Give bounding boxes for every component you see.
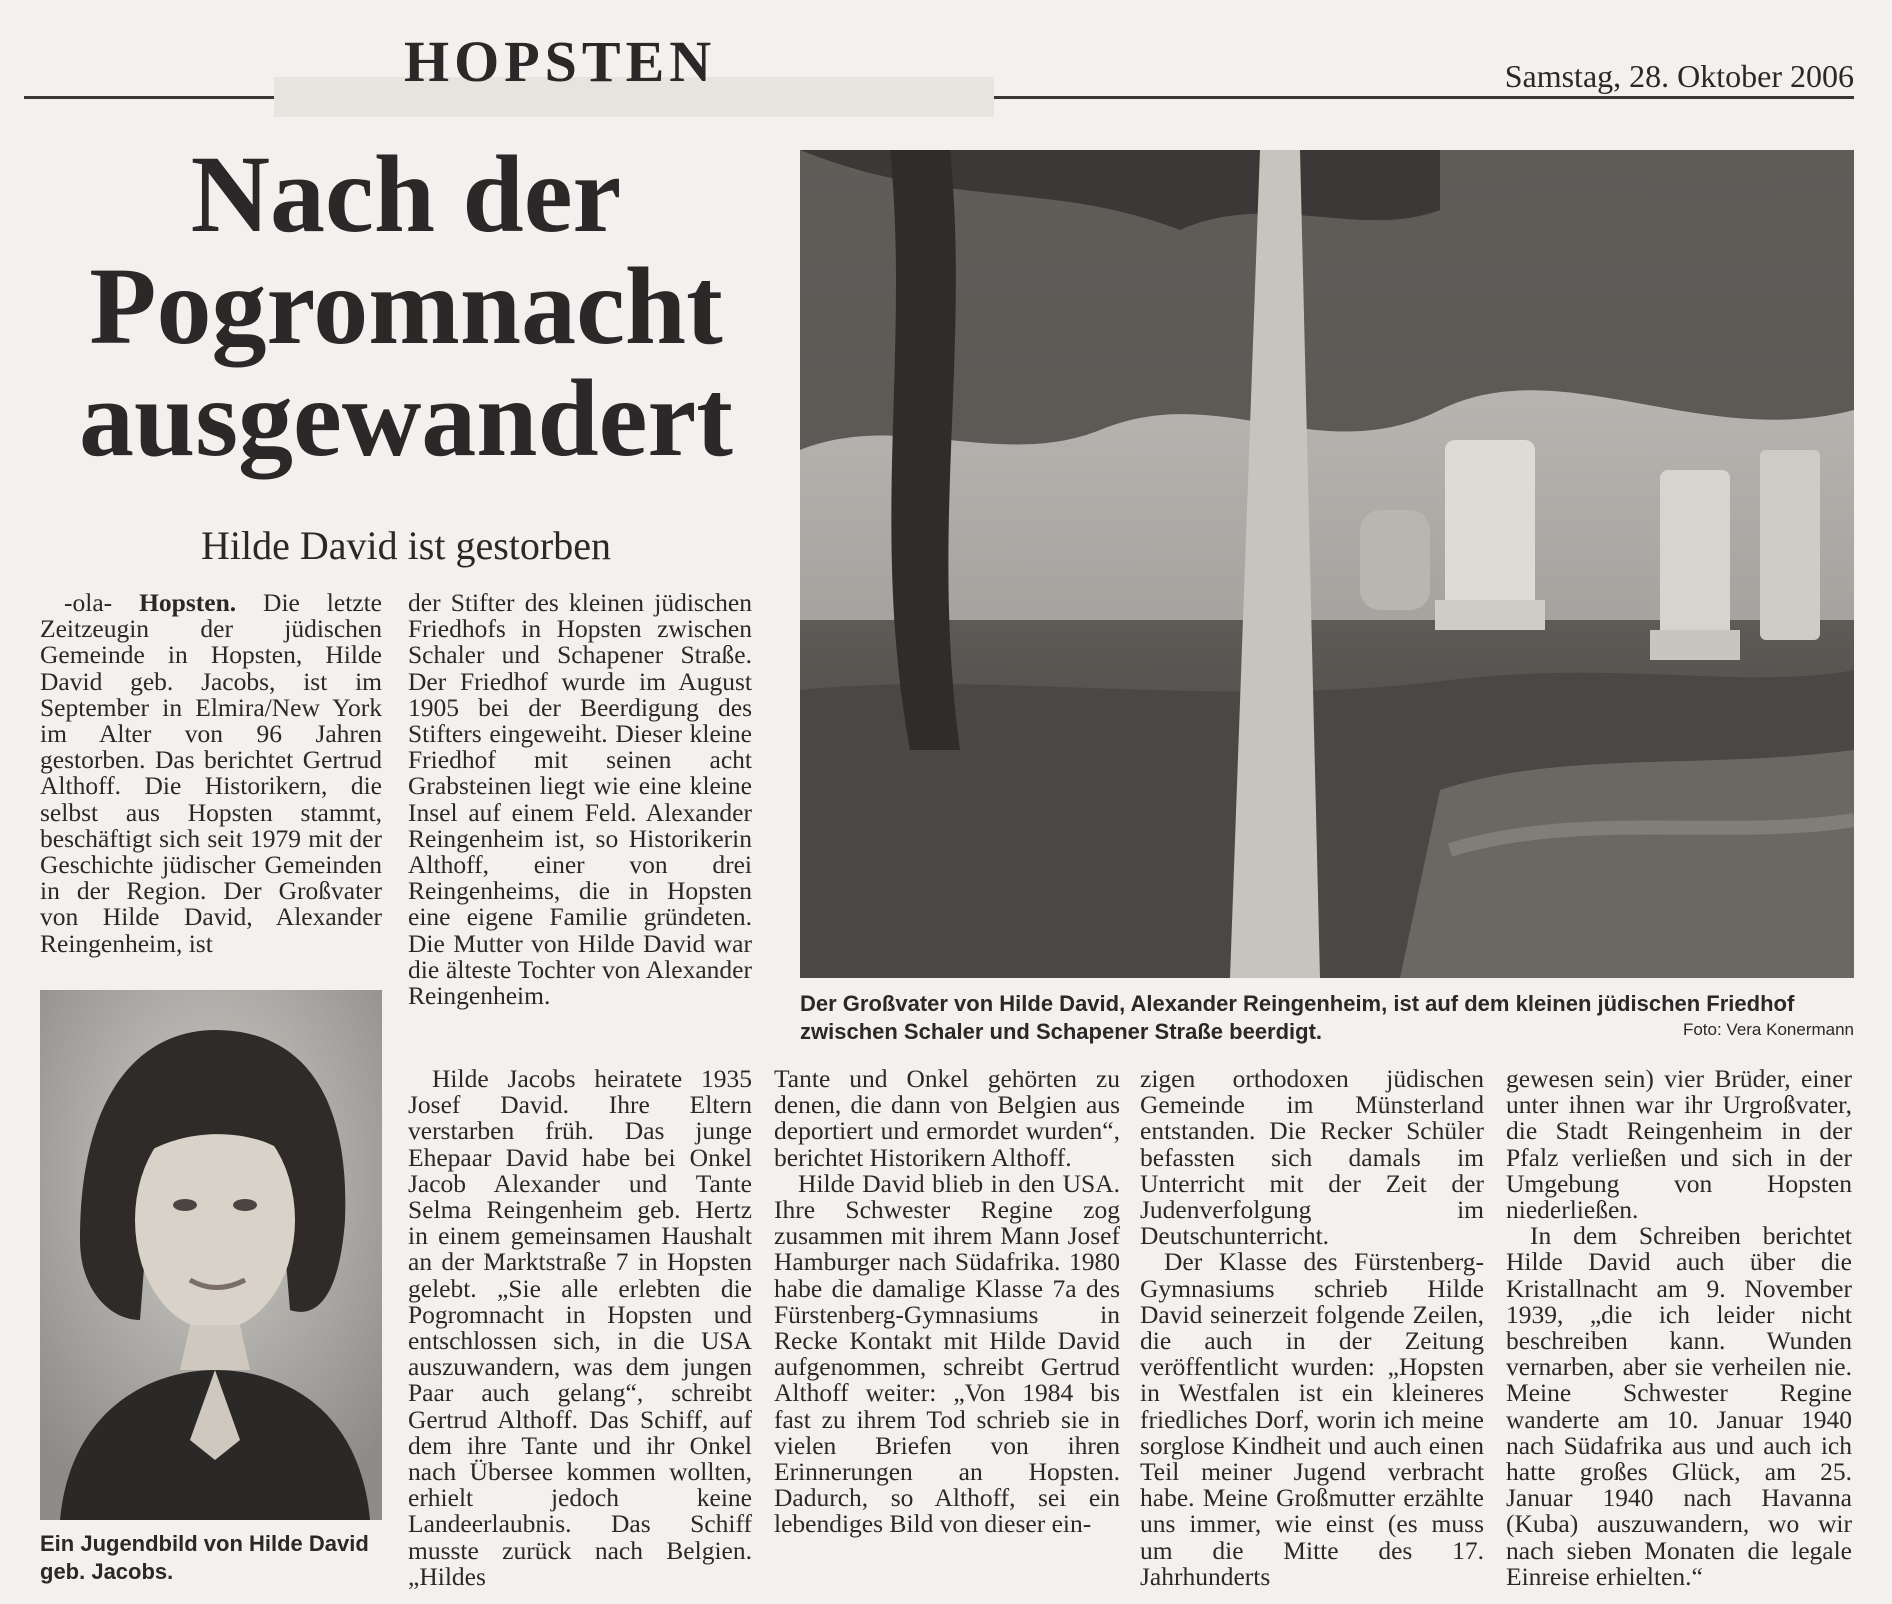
paragraph: Tante und Onkel gehörten zu denen, die dann von Belgien aus deportiert und ermordet wurden“, berichtet Historikern Althoff. bbox=[774, 1064, 1120, 1172]
cemetery-image bbox=[800, 150, 1854, 978]
subheadline: Hilde David ist gestorben bbox=[201, 523, 611, 568]
headline bbox=[48, 133, 764, 479]
paragraph: gewesen sein) vier Brüder, einer unter ihnen war ihr Urgroßvater, die Stadt Reingenheim in der Pfalz verließen und sich in der Umgebung von Hopsten niederließen. bbox=[1506, 1064, 1852, 1225]
paragraph: Hilde Jacobs heiratete 1935 Josef David. Ihre Eltern verstarben früh. Das junge Ehepaar David habe bei Onkel Jacob Alexander und Tante Selma Reingenheim geb. Hertz in einem gemeinsamen Haushalt an der Marktstraße 7 in Hopsten gelebt. „Sie alle erlebten die Pogromnacht in Hopsten und entschlossen sich, in die USA auszuwandern, was dem jungen Paar auch gelang“, schreibt Gertrud Althoff. Das Schiff, auf dem ihre Tante und ihr Onkel nach Übersee kommen wollten, erhielt jedoch keine Landeerlaubnis. Das Schiff musste zurück nach Belgien. „Hildes bbox=[408, 1064, 752, 1591]
article-column-5 bbox=[1506, 1066, 1852, 1590]
paragraph: In dem Schreiben berichtet Hilde David auch über die Kristallnacht am 9. November 1939, „die ich leider nicht beschreiben kann. Wunden vernarben, aber sie verheilen nie. Meine Schwester Regine wanderte am 10. Januar 1940 nach Südafrika aus und auch ich hatte großes Glück, am 25. Januar 1940 nach Havanna (Kuba) auszuwandern, wo wir nach sieben Monaten die legale Einreise erhielten.“ bbox=[1506, 1221, 1852, 1591]
byline: -ola- bbox=[64, 588, 113, 617]
headline-line-2: Pogromnacht bbox=[89, 245, 723, 367]
portrait-image bbox=[40, 990, 382, 1520]
article-column-2-continued bbox=[408, 1066, 752, 1590]
paragraph-text: Die letzte Zeitzeugin der jüdischen Gemeinde in Hopsten, Hilde David geb. Jacobs, ist im September in Elmira/New York im Alter von 96 Jahren gestorben. Das berichtet Gertrud Althoff. Die Historikern, die selbst aus Hopsten stammt, beschäftigt sich seit 1979 mit der Geschichte jüdischer Gemeinden in der Region. Der Großvater von Hilde David, Alexander Reingenheim, ist bbox=[40, 588, 382, 958]
photo-credit: Foto: Vera Konermann bbox=[1682, 1020, 1854, 1039]
issue-date: Samstag, 28. Oktober 2006 bbox=[1504, 58, 1854, 94]
headline-line-1: Nach der bbox=[190, 133, 622, 255]
paragraph: Hilde David blieb in den USA. Ihre Schwester Regine zog zusammen mit ihrem Mann Josef Hamburger nach Südafrika. 1980 habe die damalige Klasse 7a des Fürstenberg-Gymnasiums in Recke Kontakt mit Hilde David aufgenommen, schreibt Gertrud Althoff weiter: „Von 1984 bis fast zu ihrem Tod schrieb sie in vielen Briefen von ihren Erinnerungen an Hopsten. Dadurch, so Althoff, sei ein lebendiges Bild von dieser ein- bbox=[774, 1168, 1120, 1539]
masthead bbox=[24, 20, 1854, 99]
article-column-3 bbox=[774, 1066, 1120, 1538]
paragraph: zigen orthodoxen jüdischen Gemeinde im Münsterland entstanden. Die Recker Schüler befassten sich damals im Unterricht mit der Zeit der Judenverfolgung im Deutschunterricht. bbox=[1140, 1064, 1484, 1251]
section-name: HOPSTEN bbox=[404, 29, 717, 94]
paragraph bbox=[40, 590, 382, 957]
headline-line-3: ausgewandert bbox=[79, 357, 733, 479]
dateline: Hopsten. bbox=[139, 588, 237, 617]
article-column-4 bbox=[1140, 1066, 1484, 1590]
article-column-2 bbox=[408, 590, 752, 1009]
paragraph: Der Klasse des Fürstenberg-Gymnasiums schrieb Hilde David seinerzeit folgende Zeilen, die auch in der Zeitung veröffentlicht wurden: „Hopsten in Westfalen ist ein kleineres friedliches Dorf, worin ich meine sorglose Kindheit und auch einen Teil meiner Jugend verbracht habe. Meine Großmutter erzählte uns immer, wie einst (es muss um die Mitte des 17. Jahrhunderts bbox=[1140, 1247, 1484, 1591]
portrait-caption: Ein Jugendbild von Hilde David geb. Jacobs. bbox=[40, 1531, 369, 1584]
portrait-photo bbox=[40, 990, 382, 1520]
cemetery-photo bbox=[800, 150, 1854, 978]
main-photo-caption: Der Großvater von Hilde David, Alexander Reingenheim, ist auf dem kleinen jüdischen Friedhof zwischen Schaler und Schapener Straße beerdigt. bbox=[800, 991, 1795, 1044]
article-column-1 bbox=[40, 590, 382, 957]
paragraph: der Stifter des kleinen jüdischen Friedhofs in Hopsten zwischen Schaler und Schapener Straße. Der Friedhof wurde im August 1905 bei der Beerdigung des Stifters eingeweiht. Dieser kleine Friedhof mit seinen acht Grabsteinen liegt wie eine kleine Insel auf einem Feld. Alexander Reingenheim ist, so Historikerin Althoff, einer von drei Reingenheims, die in Hopsten eine eigene Familie gründeten. Die Mutter von Hilde David war die älteste Tochter von Alexander Reingenheim. bbox=[408, 588, 752, 1011]
